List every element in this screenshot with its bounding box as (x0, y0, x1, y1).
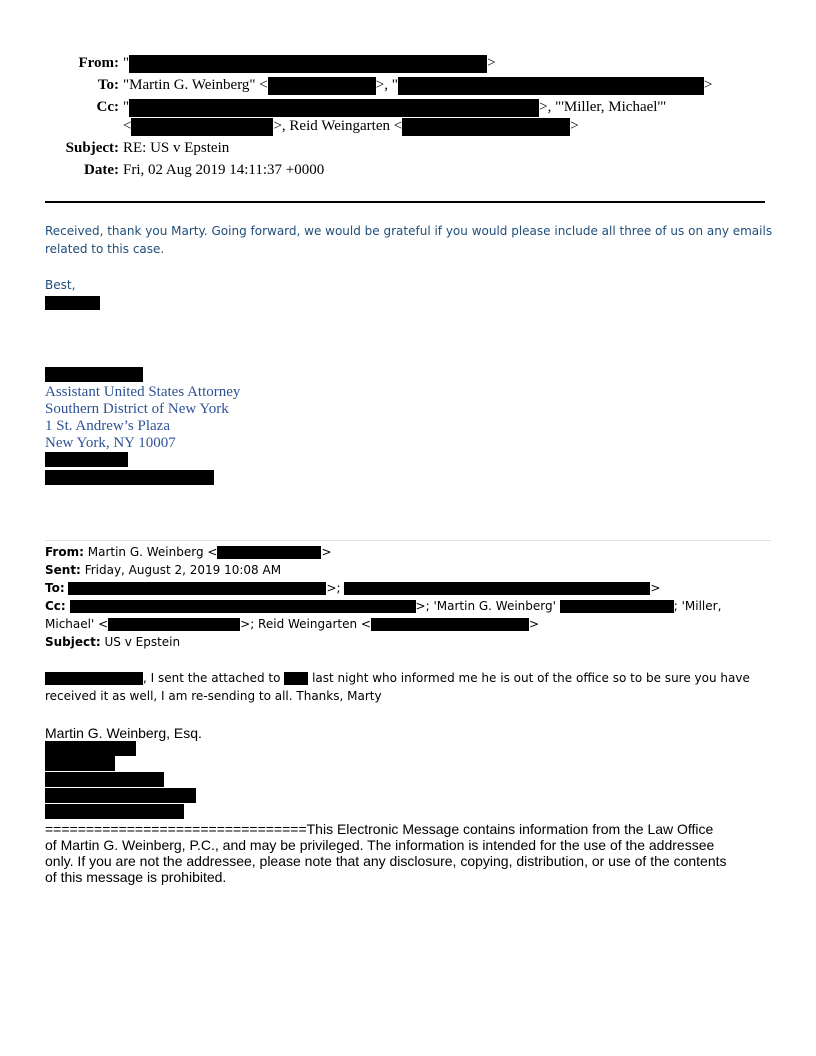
redaction-box (129, 99, 539, 117)
reply-closing: Best, (45, 278, 76, 292)
redaction-box (284, 672, 308, 685)
fwd-signature-name: Martin G. Weinberg, Esq. (45, 725, 202, 741)
redaction-box (68, 582, 326, 595)
fwd-to-sep: >; (326, 581, 341, 595)
header-to-close: > (703, 77, 713, 93)
header-subject-value: RE: US v Epstein (123, 140, 230, 156)
redaction-box (45, 772, 164, 787)
redaction-box (45, 452, 128, 467)
disclaimer (45, 821, 775, 885)
header-subject-label: Subject: (65, 140, 119, 156)
redaction-box (45, 367, 143, 382)
signature-city: New York, NY 10007 (45, 435, 176, 451)
fwd-sent-label: Sent: (45, 563, 81, 577)
redaction-box (45, 788, 196, 803)
signature-title: Assistant United States Attorney (45, 384, 241, 400)
signature-block (45, 384, 345, 452)
redaction-box (402, 118, 570, 136)
header-date-label: Date: (84, 162, 119, 178)
redaction-box (45, 756, 115, 771)
header-date-value: Fri, 02 Aug 2019 14:11:37 +0000 (123, 162, 325, 178)
fwd-body-a: , I sent the attached to (143, 671, 281, 685)
disclaimer-line: of this message is prohibited. (45, 869, 227, 885)
redaction-box (129, 55, 487, 73)
header-cc-quote: " (123, 99, 130, 115)
fwd-body-b: last night who informed me he is out of the office so to be sure you have (312, 671, 750, 685)
redaction-box (70, 600, 416, 613)
redaction-box (45, 804, 184, 819)
signature-office: Southern District of New York (45, 401, 229, 417)
fwd-sent-row (45, 561, 281, 579)
fwd-to-label: To: (45, 581, 65, 595)
header-from-quote: " (123, 55, 130, 71)
fwd-body-line-1 (45, 669, 750, 687)
fwd-sent-value: Friday, August 2, 2019 10:08 AM (84, 563, 282, 577)
fwd-cc-label: Cc: (45, 599, 66, 613)
header-from-close: > (487, 55, 496, 71)
fwd-from-value: Martin G. Weinberg < (87, 545, 218, 559)
header-cc-label: Cc: (96, 99, 119, 115)
fwd-subject-value: US v Epstein (104, 635, 181, 649)
redaction-box (268, 77, 376, 95)
redaction-box (371, 618, 529, 631)
redaction-box (217, 546, 321, 559)
fwd-cc-part1: >; 'Martin G. Weinberg' (415, 599, 556, 613)
header-from-label: From: (78, 55, 119, 71)
fwd-from-close: > (321, 545, 332, 559)
fwd-cc2-c: > (528, 617, 540, 631)
header-cc2-close: > (570, 118, 579, 134)
redaction-box (560, 600, 674, 613)
fwd-to-close: > (650, 581, 661, 595)
fwd-from-row (45, 543, 332, 561)
fwd-to-row (45, 579, 660, 597)
fwd-cc-part2: ; 'Miller, (673, 599, 722, 613)
redaction-box (398, 77, 704, 95)
header-to-sep: >, " (375, 77, 398, 93)
disclaimer-line: of Martin G. Weinberg, P.C., and may be privileged. The information is intended for the use of the addressee (45, 837, 715, 853)
message-separator (45, 540, 771, 541)
fwd-body-line-2: received it as well, I am re-sending to all. Thanks, Marty (45, 689, 382, 703)
fwd-cc-row (45, 597, 721, 615)
fwd-cc2-a: Michael' < (45, 617, 109, 631)
redaction-box (45, 470, 214, 485)
header-to-name: "Martin G. Weinberg" < (123, 77, 268, 93)
signature-street: 1 St. Andrew’s Plaza (45, 418, 170, 434)
header-cc-mid: >, "'Miller, Michael'" (539, 99, 667, 115)
header-cc2-open: < (123, 118, 132, 134)
header-cc2-mid: >, Reid Weingarten < (273, 118, 403, 134)
reply-body: Received, thank you Marty. Going forward, we would be grateful if you would please include all three of us on any emails related to this case. (45, 224, 773, 256)
disclaimer-line: only. If you are not the addressee, please note that any disclosure, copying, distribution, or use of the contents (45, 853, 727, 869)
fwd-from-label: From: (45, 545, 84, 559)
redaction-box (45, 672, 143, 685)
fwd-subject-label: Subject: (45, 635, 101, 649)
fwd-subject-row (45, 633, 180, 651)
redaction-box (108, 618, 240, 631)
redaction-box (45, 741, 136, 756)
header-divider (45, 201, 765, 203)
fwd-cc-row-2 (45, 615, 539, 633)
redaction-box (45, 296, 100, 310)
email-header (45, 52, 775, 184)
redaction-box (131, 118, 273, 136)
fwd-cc2-b: >; Reid Weingarten < (240, 617, 371, 631)
disclaimer-line: ================================This Electronic Message contains information from the Law Office (45, 821, 714, 837)
redaction-box (344, 582, 650, 595)
header-to-label: To: (97, 77, 119, 93)
